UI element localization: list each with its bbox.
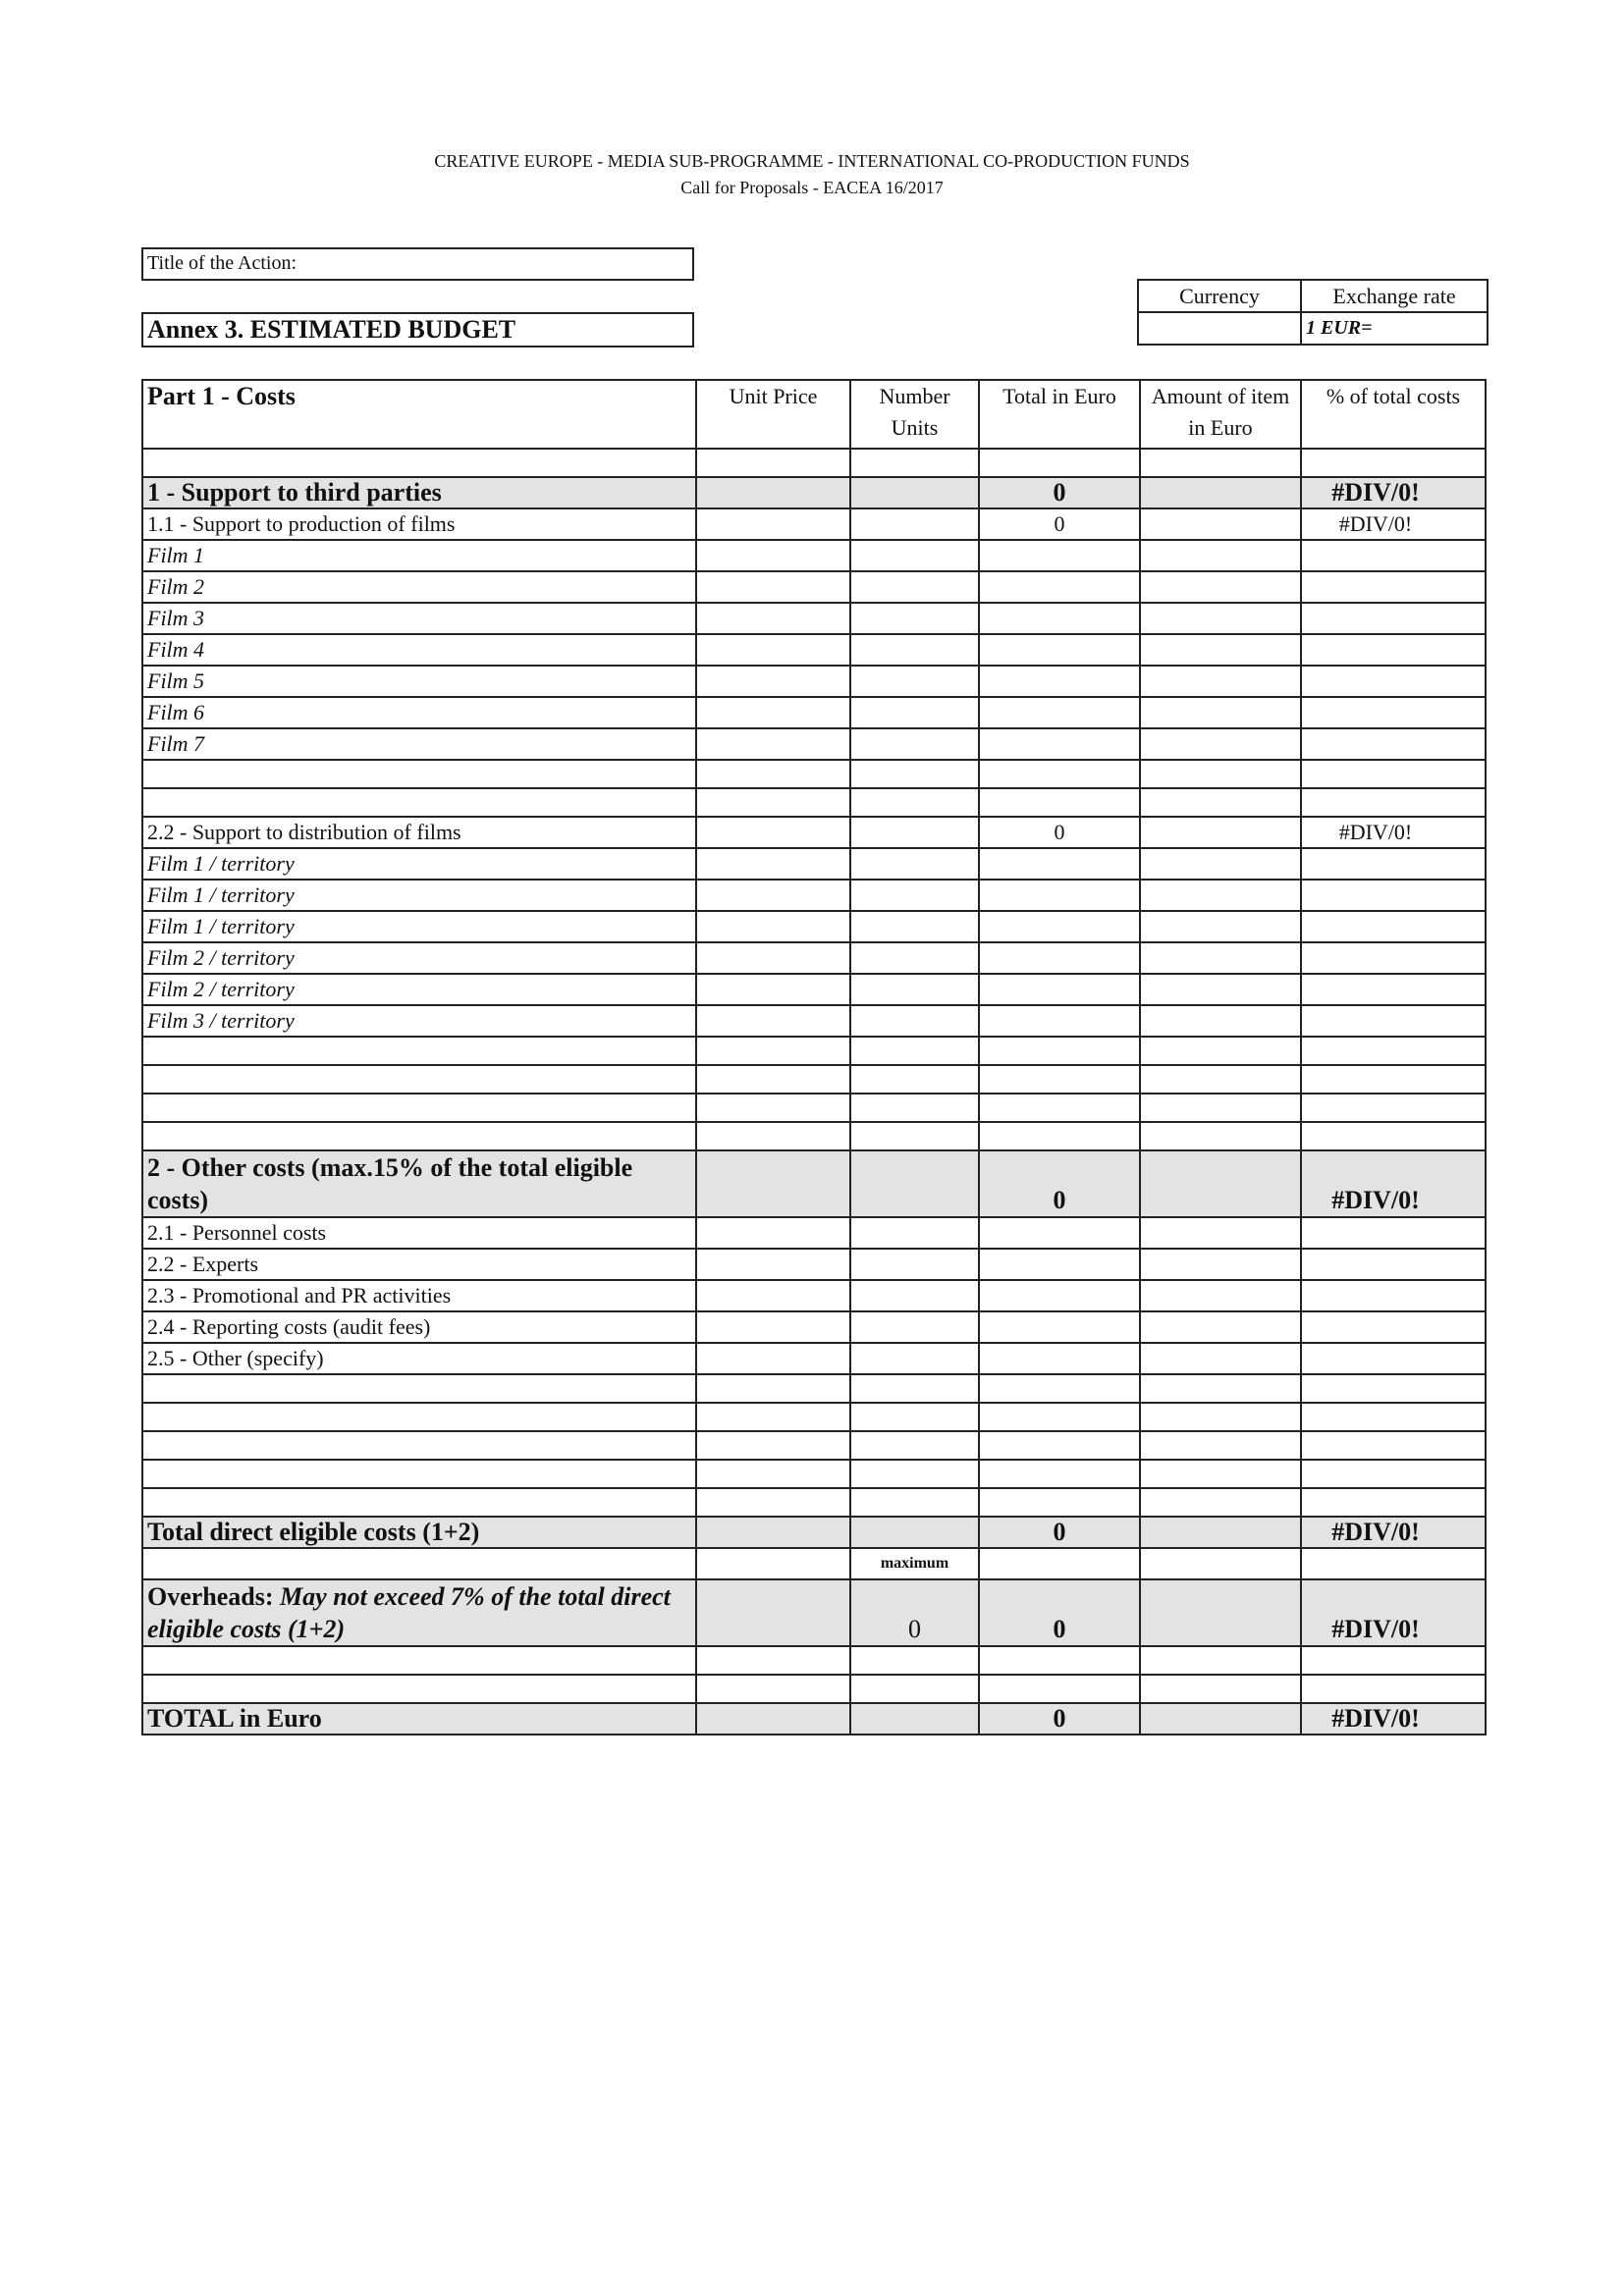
section-2-row: [142, 1150, 1486, 1217]
empty-row: [142, 1460, 1486, 1488]
cell[interactable]: [142, 1065, 696, 1094]
cell[interactable]: [979, 1037, 1140, 1065]
cell: [850, 1703, 979, 1735]
col-header-pct-total: % of total costs: [1301, 380, 1486, 449]
cell[interactable]: [1140, 508, 1301, 540]
empty-row: [142, 1675, 1486, 1703]
film-label: Film 2: [142, 571, 696, 603]
currency-table: [1137, 279, 1489, 346]
film-territory-row: [142, 1005, 1486, 1037]
cell[interactable]: [1140, 1374, 1301, 1403]
cell[interactable]: [696, 942, 850, 974]
cell[interactable]: [1301, 634, 1486, 666]
cell[interactable]: [979, 911, 1140, 942]
cell[interactable]: [696, 1065, 850, 1094]
film-territory-label: Film 2 / territory: [142, 942, 696, 974]
cell[interactable]: [696, 666, 850, 697]
cell[interactable]: [696, 760, 850, 788]
film-row: [142, 571, 1486, 603]
film-territory-row: [142, 942, 1486, 974]
cell[interactable]: [850, 880, 979, 911]
cell[interactable]: [979, 728, 1140, 760]
cell[interactable]: [979, 848, 1140, 880]
cell[interactable]: [696, 634, 850, 666]
cell[interactable]: [696, 974, 850, 1005]
cell[interactable]: [1140, 697, 1301, 728]
cell[interactable]: [696, 1343, 850, 1374]
cell[interactable]: [1140, 1217, 1301, 1249]
other-cost-label: 2.2 - Experts: [142, 1249, 696, 1280]
cell[interactable]: [1301, 1403, 1486, 1431]
film-label: Film 4: [142, 634, 696, 666]
cell[interactable]: [1301, 540, 1486, 571]
cell[interactable]: [696, 540, 850, 571]
cell[interactable]: [696, 817, 850, 848]
cell: [696, 1646, 850, 1675]
cell[interactable]: [142, 1122, 696, 1150]
cell[interactable]: [142, 1431, 696, 1460]
currency-label: Currency: [1138, 280, 1301, 312]
film-label: Film 7: [142, 728, 696, 760]
sub-2-2-total: 0: [979, 817, 1140, 848]
cell[interactable]: [850, 666, 979, 697]
cell[interactable]: [979, 1431, 1140, 1460]
cell[interactable]: [979, 1122, 1140, 1150]
exchange-rate-value-cell[interactable]: 1 EUR=: [1301, 312, 1488, 345]
cell[interactable]: [1301, 1460, 1486, 1488]
grand-total-pct: #DIV/0!: [1301, 1703, 1486, 1735]
header-line-2: Call for Proposals - EACEA 16/2017: [680, 178, 944, 197]
cell[interactable]: [1140, 1403, 1301, 1431]
film-territory-label: Film 3 / territory: [142, 1005, 696, 1037]
cell[interactable]: [696, 1122, 850, 1150]
cell[interactable]: [1301, 788, 1486, 817]
cell[interactable]: [142, 760, 696, 788]
film-territory-row: [142, 974, 1486, 1005]
cell[interactable]: [850, 817, 979, 848]
cell[interactable]: [979, 1488, 1140, 1517]
other-cost-row: [142, 1280, 1486, 1311]
empty-row: [142, 1374, 1486, 1403]
other-cost-label: 2.4 - Reporting costs (audit fees): [142, 1311, 696, 1343]
cell[interactable]: [142, 1374, 696, 1403]
cell[interactable]: [1140, 1094, 1301, 1122]
cell[interactable]: [850, 760, 979, 788]
cell[interactable]: [696, 1488, 850, 1517]
cell[interactable]: [696, 728, 850, 760]
cell[interactable]: [979, 1094, 1140, 1122]
cell: [1140, 1517, 1301, 1548]
cell[interactable]: [979, 974, 1140, 1005]
cell[interactable]: [1301, 1488, 1486, 1517]
cell[interactable]: [1140, 911, 1301, 942]
cell[interactable]: [142, 1460, 696, 1488]
other-cost-row: [142, 1311, 1486, 1343]
cell[interactable]: [850, 634, 979, 666]
title-of-action-field[interactable]: Title of the Action:: [141, 247, 694, 281]
sub-1-1-label: 1.1 - Support to production of films: [142, 508, 696, 540]
cell: [142, 1646, 696, 1675]
cell[interactable]: [979, 1460, 1140, 1488]
cell: [850, 1646, 979, 1675]
cell[interactable]: [1301, 666, 1486, 697]
other-cost-label: 2.5 - Other (specify): [142, 1343, 696, 1374]
other-cost-row: [142, 1343, 1486, 1374]
cell[interactable]: [850, 1280, 979, 1311]
cell[interactable]: [850, 1488, 979, 1517]
cell[interactable]: [1301, 1217, 1486, 1249]
cell[interactable]: [1140, 1280, 1301, 1311]
sub-1-1-total: 0: [979, 508, 1140, 540]
cell[interactable]: [696, 508, 850, 540]
film-territory-row: [142, 848, 1486, 880]
cell[interactable]: [696, 1431, 850, 1460]
cell[interactable]: [1301, 1094, 1486, 1122]
cell[interactable]: [850, 728, 979, 760]
cell[interactable]: [979, 634, 1140, 666]
cell[interactable]: [850, 1343, 979, 1374]
other-cost-label: 2.3 - Promotional and PR activities: [142, 1280, 696, 1311]
cell[interactable]: [696, 788, 850, 817]
cell: [1301, 1646, 1486, 1675]
cell[interactable]: [696, 477, 850, 508]
cell: [1140, 1548, 1301, 1579]
cell[interactable]: [1301, 728, 1486, 760]
cell[interactable]: [850, 540, 979, 571]
cell[interactable]: [1301, 911, 1486, 942]
cell[interactable]: [850, 1460, 979, 1488]
sub-1-1-pct: #DIV/0!: [1301, 508, 1486, 540]
overheads-pct: #DIV/0!: [1301, 1579, 1486, 1646]
cell: [696, 1548, 850, 1579]
cell[interactable]: [979, 540, 1140, 571]
cell[interactable]: [1301, 1005, 1486, 1037]
cell[interactable]: [696, 603, 850, 634]
currency-value-cell[interactable]: [1138, 312, 1301, 345]
film-label: Film 6: [142, 697, 696, 728]
cell[interactable]: [1301, 1311, 1486, 1343]
cell[interactable]: [979, 1343, 1140, 1374]
empty-row: [142, 1037, 1486, 1065]
cell: [1140, 1703, 1301, 1735]
cell[interactable]: [1140, 942, 1301, 974]
cell: [1140, 1675, 1301, 1703]
cell: [696, 1675, 850, 1703]
col-header-total-euro: Total in Euro: [979, 380, 1140, 449]
cell[interactable]: [1301, 1122, 1486, 1150]
film-territory-label: Film 1 / territory: [142, 848, 696, 880]
cell[interactable]: [850, 1431, 979, 1460]
cell: [979, 1548, 1140, 1579]
cell[interactable]: [696, 1217, 850, 1249]
section-2-pct: #DIV/0!: [1301, 1150, 1486, 1217]
grand-total-label: TOTAL in Euro: [142, 1703, 696, 1735]
cell[interactable]: [1140, 848, 1301, 880]
cell[interactable]: [1140, 974, 1301, 1005]
cell: [696, 1517, 850, 1548]
cell[interactable]: [850, 848, 979, 880]
empty-row: [142, 760, 1486, 788]
cell: [142, 449, 696, 477]
cell[interactable]: [850, 974, 979, 1005]
cell[interactable]: [979, 603, 1140, 634]
overheads-label: [142, 1579, 696, 1646]
cell[interactable]: [1140, 1065, 1301, 1094]
cell[interactable]: [979, 760, 1140, 788]
header-line-1: CREATIVE EUROPE - MEDIA SUB-PROGRAMME - INTERNATIONAL CO-PRODUCTION FUNDS: [434, 151, 1190, 171]
exchange-rate-label: Exchange rate: [1301, 280, 1488, 312]
cell[interactable]: [850, 1311, 979, 1343]
cell[interactable]: [979, 1249, 1140, 1280]
cell[interactable]: [850, 697, 979, 728]
cell[interactable]: [979, 1374, 1140, 1403]
cell[interactable]: [1301, 974, 1486, 1005]
overheads-row: [142, 1579, 1486, 1646]
empty-row: [142, 1403, 1486, 1431]
cell[interactable]: [1301, 697, 1486, 728]
cell[interactable]: [1301, 1280, 1486, 1311]
cell[interactable]: [1301, 1065, 1486, 1094]
cell[interactable]: [1140, 817, 1301, 848]
cell[interactable]: [850, 1217, 979, 1249]
cell[interactable]: [850, 571, 979, 603]
empty-row: [142, 1094, 1486, 1122]
spacer-row: [142, 449, 1486, 477]
cell[interactable]: [850, 1374, 979, 1403]
col-header-unit-price: Unit Price: [696, 380, 850, 449]
cell[interactable]: [1301, 848, 1486, 880]
cell[interactable]: [850, 1037, 979, 1065]
cell[interactable]: [1140, 1488, 1301, 1517]
cell: [979, 1675, 1140, 1703]
cell[interactable]: [696, 1150, 850, 1217]
cell: [1301, 449, 1486, 477]
film-row: [142, 634, 1486, 666]
empty-row: [142, 1065, 1486, 1094]
cell[interactable]: [850, 911, 979, 942]
section-1-row: [142, 477, 1486, 508]
cell: [142, 1675, 696, 1703]
cell[interactable]: [696, 697, 850, 728]
cell[interactable]: [696, 1037, 850, 1065]
cell[interactable]: [1301, 760, 1486, 788]
section-1-total: 0: [979, 477, 1140, 508]
overheads-label-note: May not exceed 7% of the total direct eligible costs (1+2): [147, 1582, 671, 1643]
cell[interactable]: [1140, 1037, 1301, 1065]
sub-2-2-label: 2.2 - Support to distribution of films: [142, 817, 696, 848]
cell[interactable]: [850, 788, 979, 817]
budget-header-row: [142, 380, 1486, 449]
cell[interactable]: [850, 508, 979, 540]
cell[interactable]: [696, 911, 850, 942]
cell[interactable]: [1301, 1037, 1486, 1065]
cell[interactable]: [850, 477, 979, 508]
cell[interactable]: [850, 1094, 979, 1122]
cell[interactable]: [1140, 477, 1301, 508]
cell: [850, 1517, 979, 1548]
cell[interactable]: [1140, 571, 1301, 603]
cell[interactable]: [850, 1122, 979, 1150]
total-direct-total: 0: [979, 1517, 1140, 1548]
overheads-label-bold: Overheads:: [147, 1582, 274, 1611]
section-2-total: 0: [979, 1150, 1140, 1217]
empty-row: [142, 1646, 1486, 1675]
cell: [1301, 1548, 1486, 1579]
cell[interactable]: [1301, 571, 1486, 603]
film-label: Film 3: [142, 603, 696, 634]
cell[interactable]: [1140, 1122, 1301, 1150]
annex-title: Annex 3. ESTIMATED BUDGET: [141, 312, 694, 347]
cell[interactable]: [1140, 540, 1301, 571]
film-territory-row: [142, 911, 1486, 942]
empty-row: [142, 1122, 1486, 1150]
cell[interactable]: [696, 1403, 850, 1431]
cell[interactable]: [696, 1094, 850, 1122]
section-1-pct: #DIV/0!: [1301, 477, 1486, 508]
cell[interactable]: [142, 788, 696, 817]
other-cost-label: 2.1 - Personnel costs: [142, 1217, 696, 1249]
cell[interactable]: [1301, 880, 1486, 911]
film-territory-label: Film 1 / territory: [142, 880, 696, 911]
film-territory-label: Film 1 / territory: [142, 911, 696, 942]
cell[interactable]: [1140, 880, 1301, 911]
cell[interactable]: [850, 1065, 979, 1094]
grand-total-total: 0: [979, 1703, 1140, 1735]
total-direct-label: Total direct eligible costs (1+2): [142, 1517, 696, 1548]
cell[interactable]: [1301, 1249, 1486, 1280]
sub-2-2-pct: #DIV/0!: [1301, 817, 1486, 848]
cell[interactable]: [850, 1150, 979, 1217]
cell[interactable]: [696, 1460, 850, 1488]
cell[interactable]: [979, 666, 1140, 697]
film-row: [142, 697, 1486, 728]
cell[interactable]: [696, 848, 850, 880]
cell: [142, 1548, 696, 1579]
cell[interactable]: [1301, 603, 1486, 634]
empty-row: [142, 1431, 1486, 1460]
col-header-amount-item: Amount of item in Euro: [1140, 380, 1301, 449]
cell[interactable]: [1301, 942, 1486, 974]
cell[interactable]: [979, 1005, 1140, 1037]
maximum-label: maximum: [850, 1548, 979, 1579]
cell[interactable]: [1140, 728, 1301, 760]
cell[interactable]: [142, 1037, 696, 1065]
cell[interactable]: [696, 1005, 850, 1037]
cell[interactable]: [979, 1403, 1140, 1431]
cell[interactable]: [1140, 788, 1301, 817]
cell[interactable]: [850, 942, 979, 974]
cell: [696, 1703, 850, 1735]
cell[interactable]: [1140, 1431, 1301, 1460]
cell[interactable]: [696, 571, 850, 603]
cell[interactable]: [979, 880, 1140, 911]
cell: [979, 449, 1140, 477]
cell[interactable]: [142, 1403, 696, 1431]
cell[interactable]: [1301, 1343, 1486, 1374]
cell[interactable]: [1140, 603, 1301, 634]
cell[interactable]: [142, 1094, 696, 1122]
cell: [979, 1646, 1140, 1675]
cell[interactable]: [979, 697, 1140, 728]
cell[interactable]: [850, 603, 979, 634]
film-territory-label: Film 2 / territory: [142, 974, 696, 1005]
cell[interactable]: [1140, 1150, 1301, 1217]
cell[interactable]: [1140, 1005, 1301, 1037]
cell[interactable]: [850, 1249, 979, 1280]
cell[interactable]: [979, 1280, 1140, 1311]
film-territory-row: [142, 880, 1486, 911]
sub-2-2-row: [142, 817, 1486, 848]
overheads-total: 0: [979, 1579, 1140, 1646]
cell: [1140, 1579, 1301, 1646]
cell: [1301, 1675, 1486, 1703]
cell: [696, 1579, 850, 1646]
section-1-label: 1 - Support to third parties: [142, 477, 696, 508]
cell[interactable]: [979, 1065, 1140, 1094]
cell: [850, 1675, 979, 1703]
cell[interactable]: [1140, 1249, 1301, 1280]
cell[interactable]: [1140, 1311, 1301, 1343]
cell[interactable]: [1301, 1374, 1486, 1403]
film-row: [142, 603, 1486, 634]
sub-1-1-row: [142, 508, 1486, 540]
cell[interactable]: [1140, 760, 1301, 788]
cell[interactable]: [696, 1311, 850, 1343]
cell[interactable]: [1140, 634, 1301, 666]
cell[interactable]: [850, 1005, 979, 1037]
cell[interactable]: [979, 1311, 1140, 1343]
film-label: Film 5: [142, 666, 696, 697]
cell[interactable]: [850, 1403, 979, 1431]
cell[interactable]: [696, 880, 850, 911]
total-direct-row: [142, 1517, 1486, 1548]
cell[interactable]: [979, 1217, 1140, 1249]
budget-table: [141, 379, 1487, 1735]
grand-total-row: [142, 1703, 1486, 1735]
film-row: [142, 728, 1486, 760]
col-header-number-units: Number Units: [850, 380, 979, 449]
other-cost-row: [142, 1249, 1486, 1280]
cell[interactable]: [1301, 1431, 1486, 1460]
film-row: [142, 666, 1486, 697]
total-direct-pct: #DIV/0!: [1301, 1517, 1486, 1548]
empty-row: [142, 788, 1486, 817]
cell[interactable]: [979, 788, 1140, 817]
cell: [1140, 1646, 1301, 1675]
overheads-units: 0: [850, 1579, 979, 1646]
cell: [1140, 449, 1301, 477]
cell[interactable]: [696, 1280, 850, 1311]
col-header-costs: Part 1 - Costs: [142, 380, 696, 449]
other-cost-row: [142, 1217, 1486, 1249]
cell[interactable]: [696, 1249, 850, 1280]
film-label: Film 1: [142, 540, 696, 571]
cell[interactable]: [979, 942, 1140, 974]
cell[interactable]: [696, 1374, 850, 1403]
section-2-label: 2 - Other costs (max.15% of the total eligible costs): [142, 1150, 696, 1217]
cell[interactable]: [1140, 1343, 1301, 1374]
cell[interactable]: [1140, 666, 1301, 697]
cell[interactable]: [979, 571, 1140, 603]
cell: [850, 449, 979, 477]
film-row: [142, 540, 1486, 571]
maximum-row: [142, 1548, 1486, 1579]
cell[interactable]: [142, 1488, 696, 1517]
cell: [696, 449, 850, 477]
empty-row: [142, 1488, 1486, 1517]
cell[interactable]: [1140, 1460, 1301, 1488]
